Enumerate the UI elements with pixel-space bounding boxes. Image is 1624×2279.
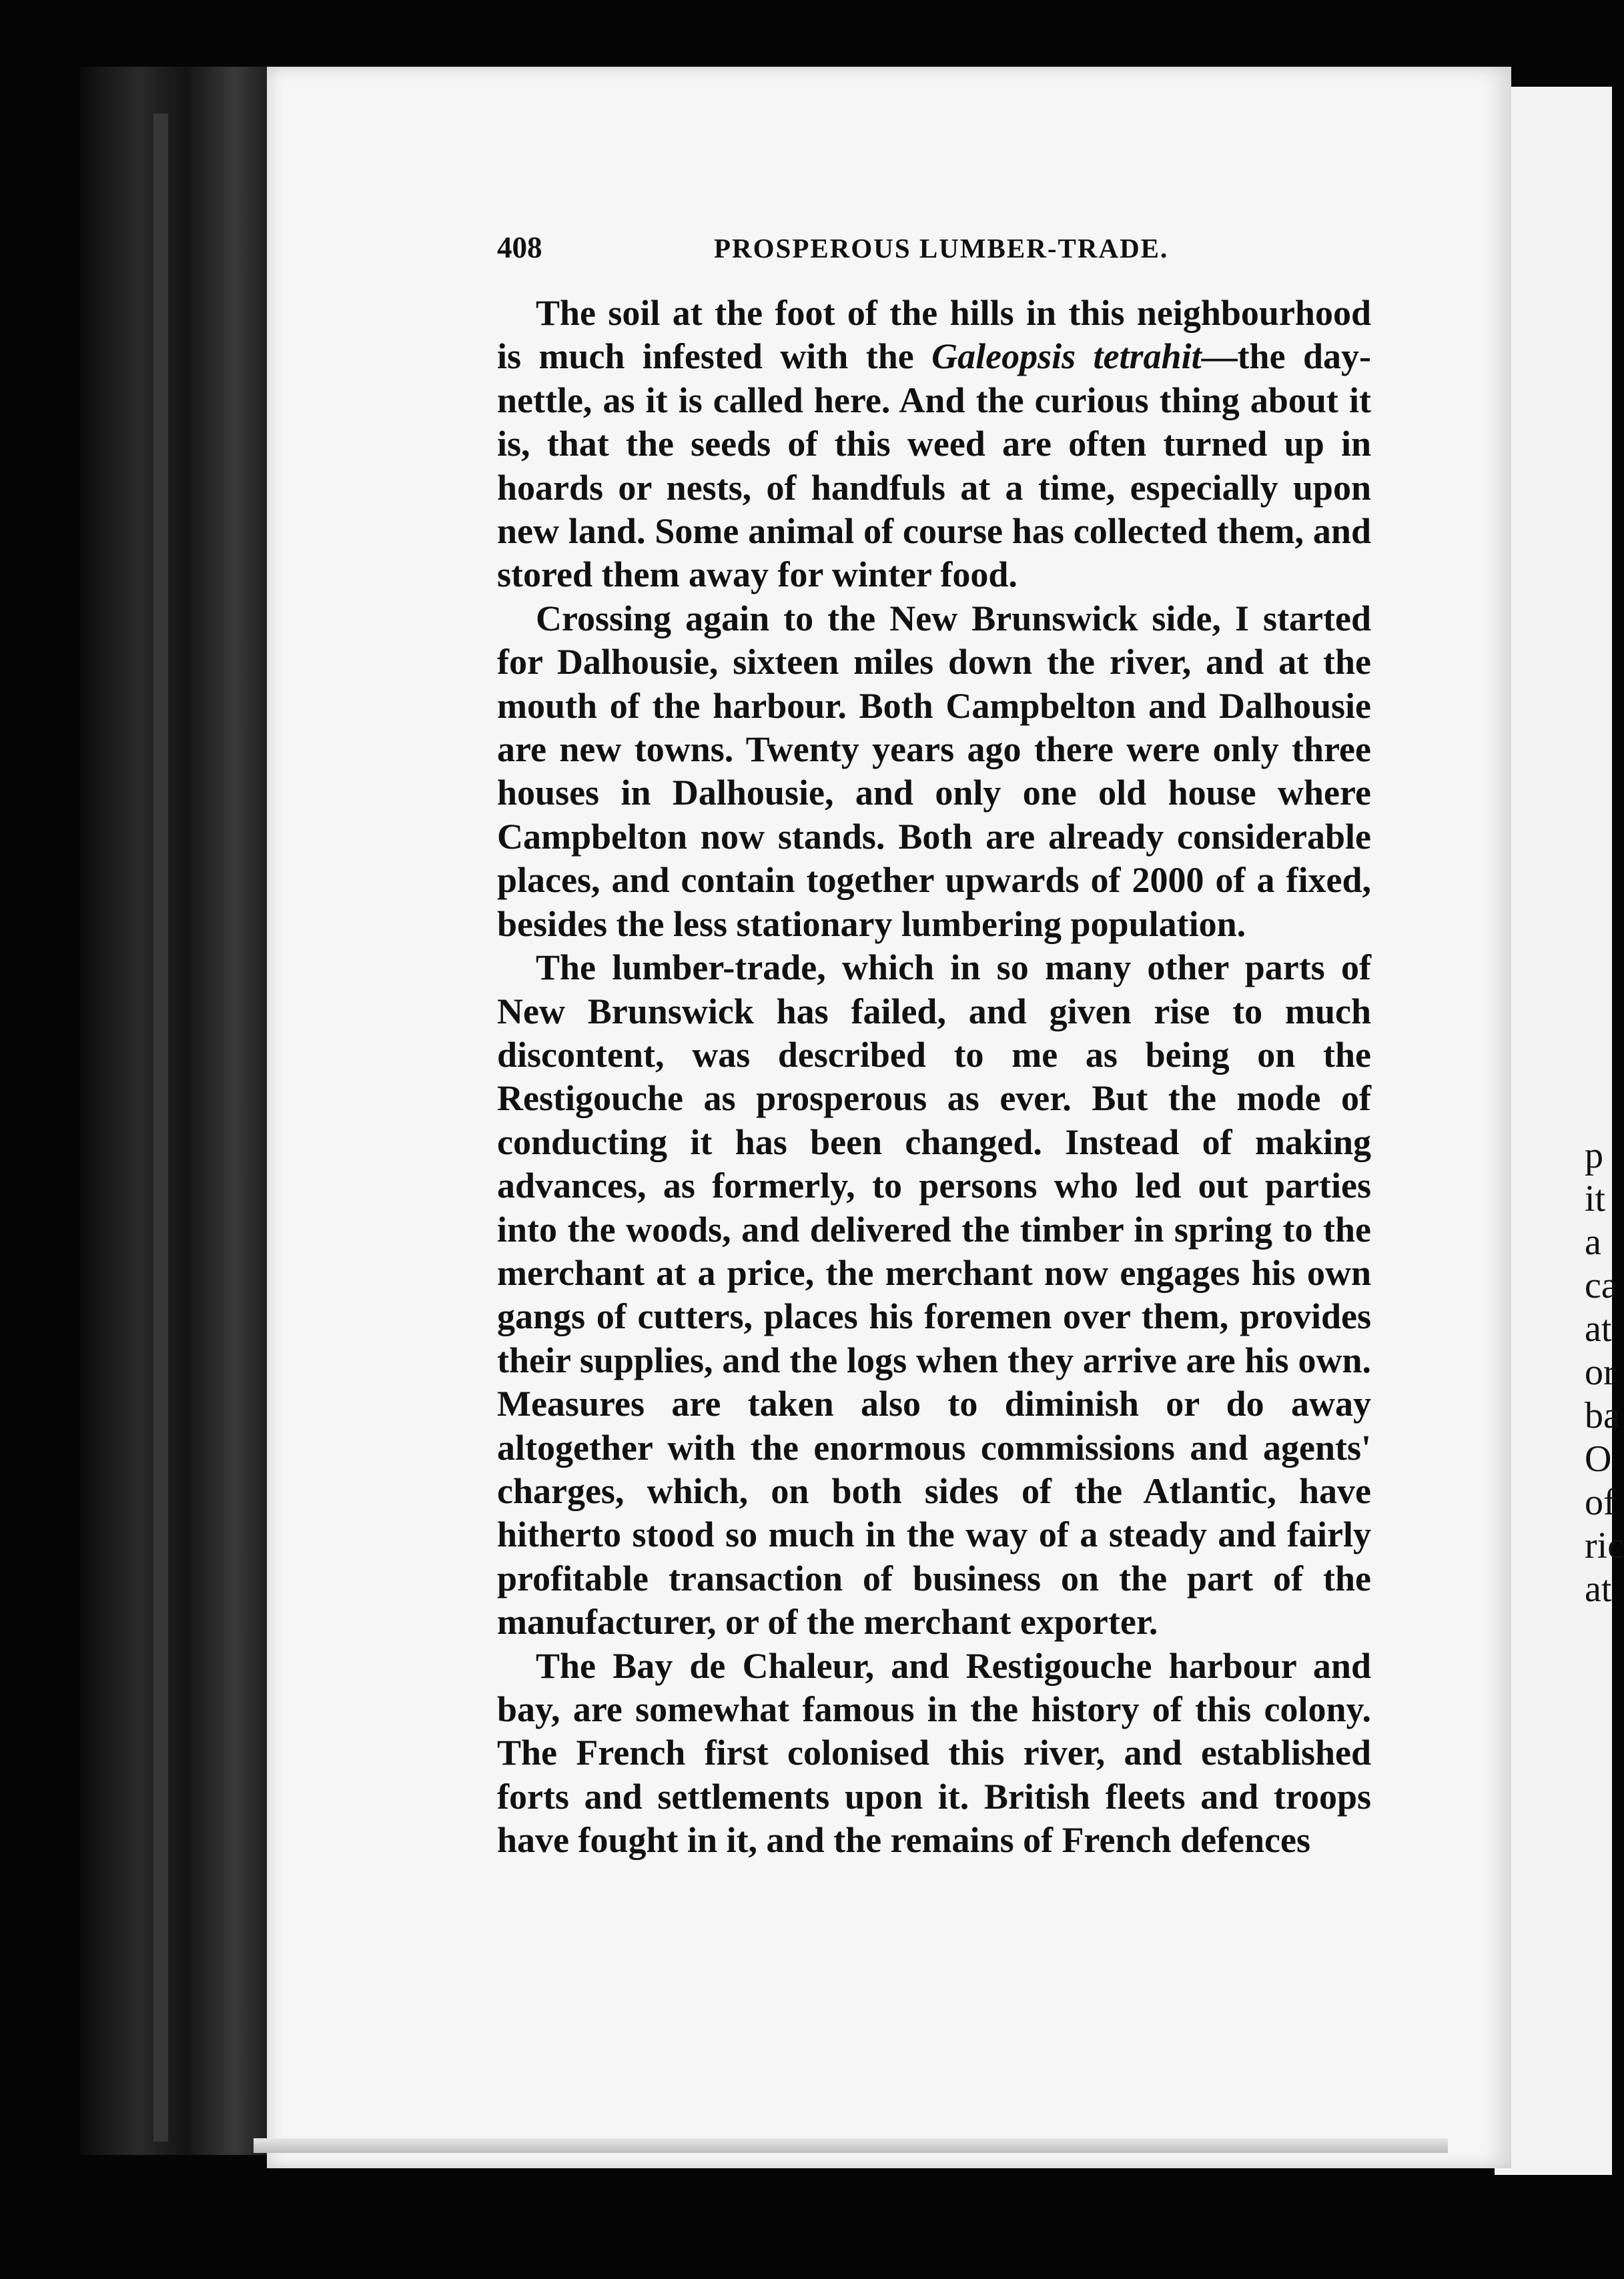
facing-page-fragment: at [1585, 1308, 1612, 1350]
facing-page-fragment: at [1585, 1568, 1612, 1610]
facing-page-fragment: ric [1585, 1525, 1624, 1566]
spine-highlight [153, 113, 168, 2142]
facing-page-fragment: of [1585, 1482, 1616, 1523]
facing-page-fragment: ba [1585, 1395, 1620, 1436]
facing-page-fragment: it [1585, 1178, 1606, 1220]
paragraph: Crossing again to the New Brunswick side, I started for Dalhousie, sixteen miles down the river, and at the mouth of the harbour. Both Campbelton and Dalhousie are new towns. Twenty years ago there were only three houses in Dalhousie, and only one old house where Campbelton now stands. Both are already considerable places, and contain together upwards of 2000 of a fixed, besides the less stationary lumbering population. [497, 598, 1371, 944]
facing-page-fragment: p [1585, 1135, 1603, 1176]
facing-page-fragment: or [1585, 1352, 1616, 1393]
page-bottom-edge [254, 2138, 1448, 2153]
page-number: 408 [497, 231, 542, 264]
facing-page-fragment: a [1585, 1222, 1601, 1263]
book-spine [80, 67, 274, 2155]
facing-page-text-fragments [1585, 1134, 1624, 1611]
facing-page-fragment: ca [1585, 1265, 1618, 1306]
facing-page [1495, 87, 1624, 2175]
page-header [497, 230, 1374, 277]
paragraph [497, 292, 1371, 597]
running-title: PROSPEROUS LUMBER-TRADE. [714, 233, 1169, 264]
body-text [497, 292, 1371, 1863]
paragraph: The Bay de Chaleur, and Restigouche harbour and bay, are somewhat famous in the history of this colony. The French first colonised this river, and established forts and settlements upon it. British fleets and troops have fought in it, and the remains of French defences [497, 1645, 1371, 1861]
facing-page-fragment: O [1585, 1438, 1612, 1480]
paragraph: The lumber-trade, which in so many other parts of New Brunswick has failed, and given rise to much discontent, was described to me as being on the Restigouche as prosperous as ever. But the mode of conducting it has been changed. Instead of making advances, as formerly, to persons who led out parties into the woods, and delivered the timber in spring to the merchant at a price, the merchant now engages his own gangs of cutters, places his foremen over them, provides their supplies, and the logs when they arrive are his own. Measures are taken also to diminish or do away altogether with the enormous commissions and agents' charges, which, on both sides of the Atlantic, have hitherto stood so much in the way of a steady and fairly profitable transaction of business on the part of the manufacturer, or of the merchant exporter. [497, 947, 1371, 1643]
italic-species-name: Galeopsis tetrahit [931, 336, 1202, 377]
paragraph-text: —the day-nettle, as it is called here. And the curious thing about it is, that the seeds of this weed are often turned up in hoards or nests, of handfuls at a time, especially upon new land. Some animal of course has collected them, and stored them away for winter food. [497, 336, 1371, 595]
paragraph-text: The soil at the foot of the hills in this neighbourhood is much infested with the [497, 293, 1371, 377]
